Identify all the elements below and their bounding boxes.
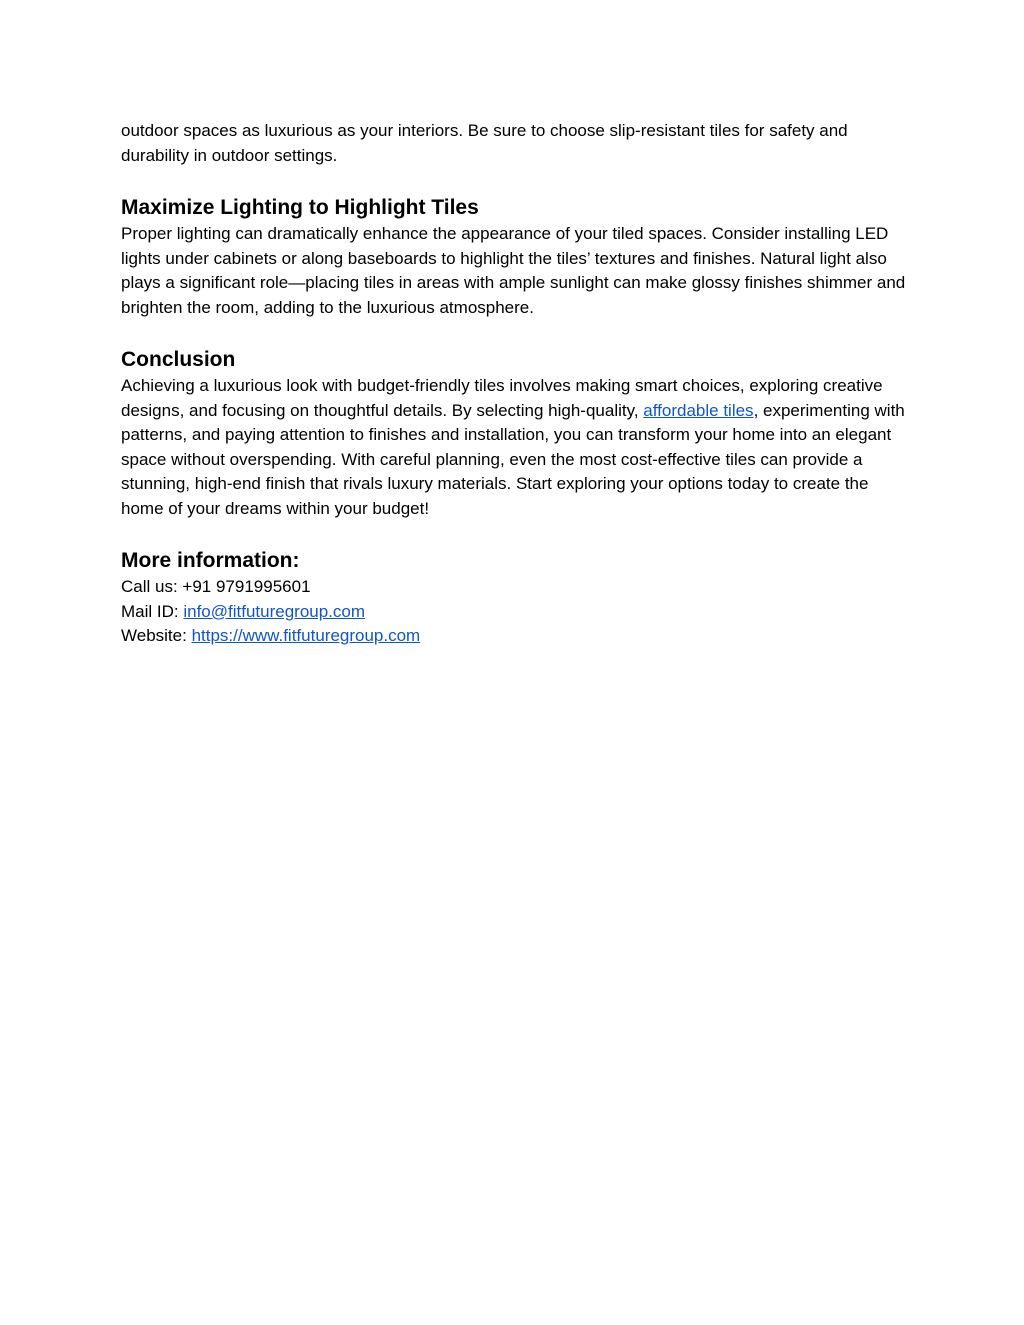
website-line bbox=[121, 624, 911, 649]
call-label: Call us: bbox=[121, 577, 183, 596]
conclusion-text-before-link: Achieving a luxurious look with budget-friendly tiles involves making smart choices, exploring creative designs, and focusing on thoughtful details. By selecting high-quality, bbox=[121, 376, 883, 420]
spacer bbox=[121, 521, 911, 547]
website-label: Website: bbox=[121, 626, 192, 645]
conclusion-paragraph bbox=[121, 374, 911, 521]
affordable-tiles-link[interactable]: affordable tiles bbox=[643, 400, 754, 420]
conclusion-text-after-link: , experimenting with patterns, and paying attention to finishes and installation, you can transform your home into an elegant space without overspending. With careful planning, even the most cost-effective tiles can provide a stunning, high-end finish that rivals luxury materials. Start exploring your options today to create the home of your dreams within your budget! bbox=[121, 400, 905, 518]
call-line bbox=[121, 575, 911, 600]
phone-number: +91 9791995601 bbox=[182, 577, 311, 596]
document-page bbox=[121, 119, 911, 649]
spacer bbox=[121, 168, 911, 194]
conclusion-heading: Conclusion bbox=[121, 348, 236, 371]
intro-paragraph: outdoor spaces as luxurious as your interiors. Be sure to choose slip-resistant tiles for safety and durability in outdoor settings. bbox=[121, 121, 848, 165]
mail-label: Mail ID: bbox=[121, 601, 184, 621]
lighting-paragraph: Proper lighting can dramatically enhance the appearance of your tiled spaces. Consider installing LED lights under cabinets or along baseboards to highlight the tiles’ textures and finishes. Natural light also plays a significant role—placing tiles in areas with ample sunlight can make glossy finishes shimmer and brighten the room, adding to the luxurious atmosphere. bbox=[121, 224, 906, 317]
email-link[interactable]: info@fitfuturegroup.com bbox=[183, 601, 366, 621]
lighting-heading: Maximize Lighting to Highlight Tiles bbox=[121, 196, 479, 219]
mail-line bbox=[121, 600, 911, 625]
spacer bbox=[121, 320, 911, 346]
website-link[interactable]: https://www.fitfuturegroup.com bbox=[191, 626, 421, 645]
more-info-heading: More information: bbox=[121, 549, 300, 572]
